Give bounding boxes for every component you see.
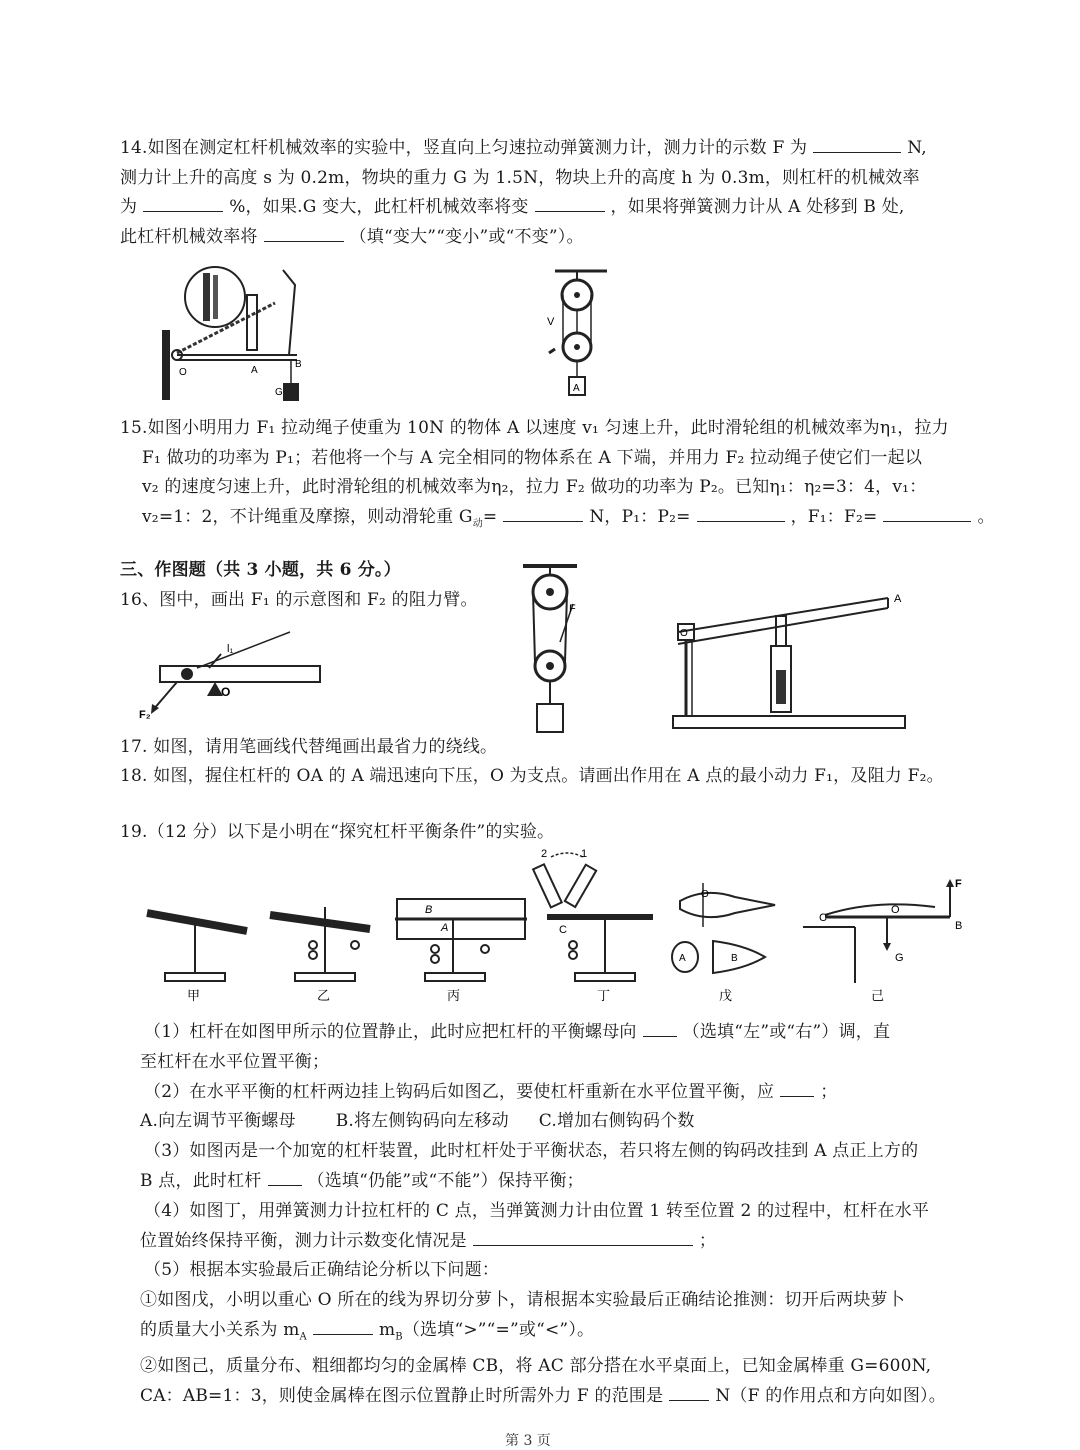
svg-text:F: F [955,878,962,890]
q14-line1: 14.如图在测定杠杆机械效率的实验中，竖直向上匀速拉动弹簧测力计，测力计的示数 F 为 [120,138,808,158]
svg-text:A: A [573,383,580,394]
caption-yi: 乙 [317,988,331,1003]
q15-blank-pulley-weight[interactable] [503,503,583,522]
label-f2: F₂ [139,709,151,720]
base [673,716,905,728]
question-17: 17. 如图，请用笔画线代替绳画出最省力的绕线。 [120,737,498,757]
label-a: A [894,593,902,605]
option-a[interactable]: A.向左调节平衡螺母 [140,1111,296,1132]
label-o: O [179,367,187,378]
option-b[interactable]: B.将左侧钩码向左移动 [335,1111,509,1132]
question-19-body: （1）杠杆在如图甲所示的位置静止，此时应把杠杆的平衡螺母向 （选填“左”或“右”）调，直 至杠杆在水平位置平衡； （2）在水平平衡的杠杆两边挂上钩码后如图乙，要使杠杆重新在水平位置平衡，应 ； A.向左调节平衡螺母 B.将左侧钩码向左移动 C.增加右侧钩码个数 （3）如图丙是一个加宽的杠杆装置，此时杠杆处于平衡状态，若只将左侧的钩码改挂到 A 点正上方的 B 点，此时杠杆 （选填“仍能”或“不能”）保持平衡； （4）如图丁，用弹簧测力计拉杠杆的 C 点，当弹簧测力计由位置 1 转至位置 2 的过程中，杠杆在水平 位置始终保持平衡，测力计示数变化情况是 ； （5）根据本实验最后正确结论分析以下问题： ①如图戊，小明以重心 O 所在的线为界切分萝卜，请根据本实验最后正确结论推测：切开后两块萝卜 的质量大小关系为 $m_A$ $m_B$（选填“>”“=”或“<”）。 ②如图己，质量分布、粗细都均匀的金属棒 CB，将 AC 部分搭在水平桌面上，已知金属棒重 G=600N, CA：AB=1：3，则使金属棒在图示位置静止时所需外力 F 的范围是 N（F 的作用点和方向如图）。 [140,1018,960,1412]
svg-text:2: 2 [541,848,548,860]
caption-bing: 丙 [447,988,461,1003]
svg-text:O: O [680,628,688,639]
caption-ji: 己 [871,988,885,1003]
caption-jia: 甲 [187,988,201,1003]
q19-blank-6[interactable] [669,1382,709,1401]
q14-line2: 测力计上升的高度 s 为 0.2m，物块的重力 G 为 1.5N，物块上升的高度 h 为 0.3m，则杠杆的机械效率 [120,167,920,188]
svg-text:C: C [559,924,567,936]
label-b: B [295,359,302,370]
q15-blank-power-ratio[interactable] [697,503,785,522]
figure-14-lever [155,255,315,405]
fig-ji [803,878,962,983]
q14-blank-f[interactable] [813,134,901,153]
svg-text:B: B [731,953,738,964]
svg-text:O: O [701,889,709,900]
figure-17-pulley-block [515,562,585,737]
question-18: 18. 如图，握住杠杆的 OA 的 A 端迅速向下压，O 为支点。请画出作用在 A 点的最小动力 F₁，及阻力 F₂。 [120,766,944,786]
figure-15-pulley [535,265,615,400]
svg-text:B: B [425,904,433,916]
section-3-title: 三、作图题（共 3 小题，共 6 分。） [120,560,401,580]
spring-scale [247,295,257,350]
figure-19-row [135,845,975,1015]
question-15: 15.如图小明用力 F₁ 拉动绳子使重为 10N 的物体 A 以速度 v₁ 匀速上升，此时滑轮组的机械效率为η₁，拉力 F₁ 做功的功率为 P₁；若他将一个与 A 完全相同的物体系在 A 下端，并用力 F₂ 拉动绳子使它们一起以 v₂ 的速度匀速上升，此时滑轮组的机械效率为η₂，拉力 F₂ 做功的功率为 P₂。已知η₁：η₂=3：4，v₁： v₂=1：2，不计绳重及摩擦，则动滑轮重 $G_动= N$，P₁：P₂= ，F₁：F₂= 。 [120,418,995,529]
fig-ding [533,848,653,981]
q14-blank-efficiency[interactable] [143,193,223,212]
svg-text:O: O [891,904,900,916]
option-c[interactable]: C.增加右侧钩码个数 [538,1111,695,1132]
question-14: 14.如图在测定杠杆机械效率的实验中，竖直向上匀速拉动弹簧测力计，测力计的示数 F 为 N, 测力计上升的高度 s 为 0.2m，物块的重力 G 为 1.5N，物块上升的高度 h 为 0.3m，则杠杆的机械效率 为 %，如果.G 变大，此杠杆机械效率将变 ，如果将弹簧测力计从 A 处移到 B 处, 此杠杆机械效率将 （填“变大”“变小”或“不变”）。 [120,134,950,252]
label-o: O [221,685,231,699]
svg-text:B: B [955,920,963,932]
weight-block [537,704,563,732]
page-number: 第 3 页 [505,1433,551,1449]
label-g: G [275,387,283,398]
weight-g [283,383,299,401]
q19-blank-4[interactable] [473,1227,693,1246]
fig-wu [672,883,775,973]
caption-wu: 戊 [719,988,733,1003]
figure-16-lever [135,630,330,720]
caption-ding: 丁 [597,988,611,1003]
svg-text:C: C [819,912,827,924]
question-19-title: 19.（12 分）以下是小明在“探究杠杆平衡条件”的实验。 [120,822,555,842]
q14-blank-g-larger[interactable] [535,193,605,212]
question-16: 16、图中，画出 F₁ 的示意图和 F₂ 的阻力臂。 [120,590,478,610]
figure-18-lever-jack [668,586,910,734]
svg-text:1: 1 [581,848,588,860]
q19-blank-2[interactable] [780,1078,814,1097]
label-l1: l₁ [227,643,234,655]
q19-blank-3[interactable] [268,1167,302,1186]
svg-text:A: A [441,922,449,934]
fig-jia [147,913,247,981]
q19-blank-1[interactable] [643,1018,677,1037]
q14-blank-a-to-b[interactable] [264,223,344,242]
q19-blank-5[interactable] [313,1316,373,1335]
svg-text:A: A [679,953,686,964]
wall [162,330,170,400]
label-a: A [251,365,258,376]
label-v: V [547,316,555,328]
fig-yi [270,907,370,981]
label-f: F [569,603,576,615]
q15-blank-force-ratio[interactable] [883,503,971,522]
lever-bar [177,303,275,353]
svg-text:G: G [895,952,904,964]
fig-bing [395,899,527,981]
